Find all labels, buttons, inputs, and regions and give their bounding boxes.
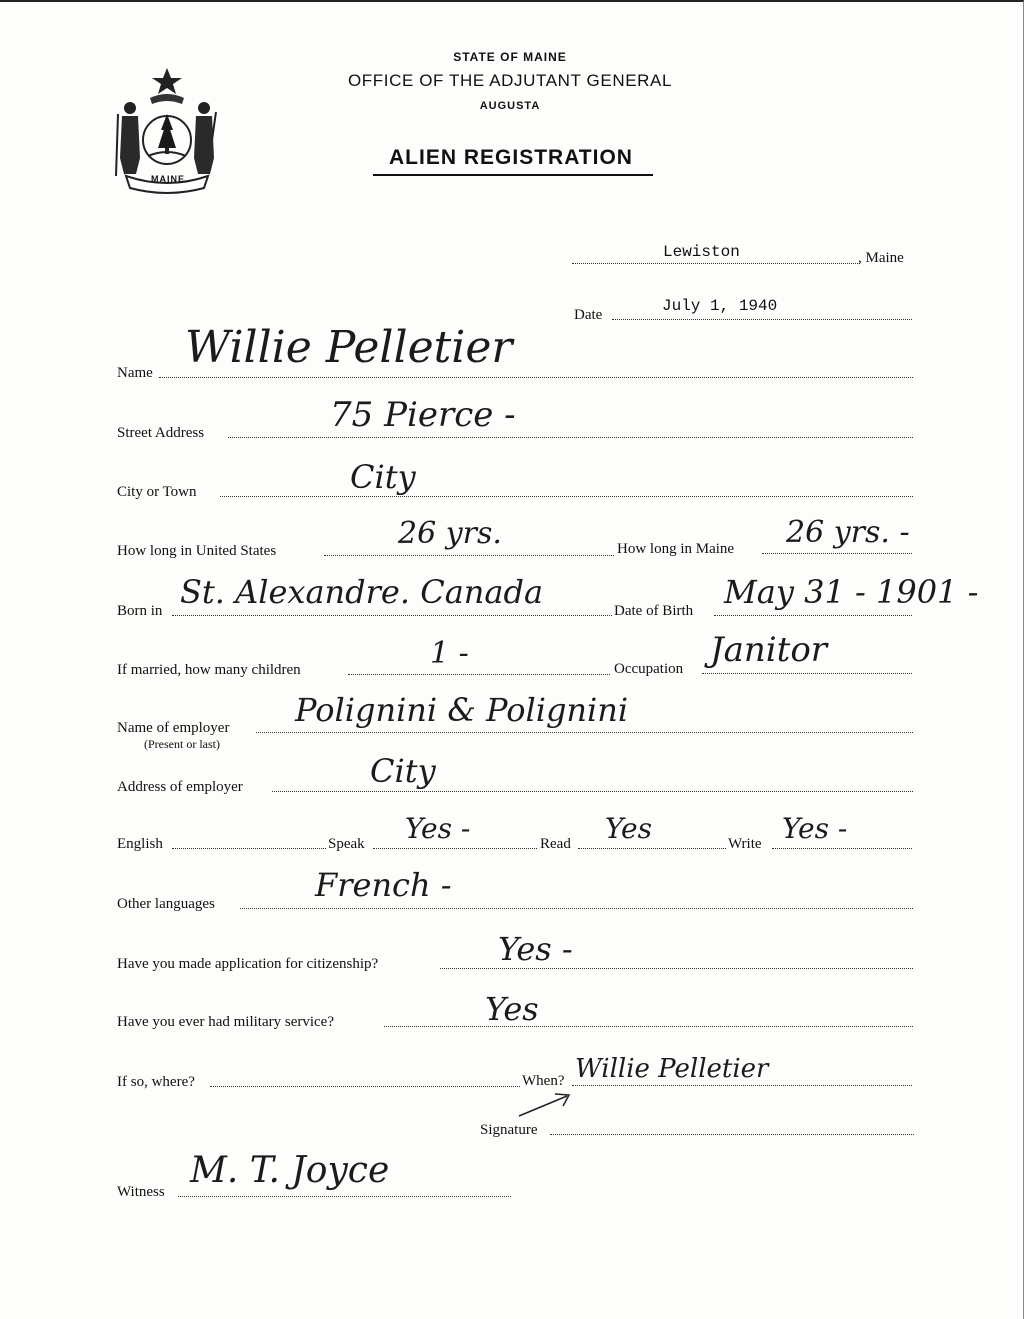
- title-underline: [373, 174, 653, 176]
- read-value: Yes: [605, 812, 652, 845]
- military-label: Have you ever had military service?: [117, 1014, 334, 1030]
- employer-address-label: Address of employer: [117, 779, 243, 795]
- military-value: Yes: [485, 990, 539, 1028]
- dob-label: Date of Birth: [614, 603, 694, 619]
- other-languages-label: Other languages: [117, 896, 215, 912]
- occupation-value: Janitor: [710, 630, 828, 670]
- other-languages-value: French -: [315, 866, 452, 904]
- arrow-icon: [515, 1090, 575, 1120]
- signature-line: [550, 1134, 914, 1135]
- employer-value: Polignini & Polignini: [295, 691, 629, 729]
- write-value: Yes -: [782, 812, 848, 845]
- state-heading: STATE OF MAINE: [453, 50, 567, 64]
- born-in-value: St. Alexandre. Canada: [180, 573, 544, 611]
- born-in-line: [172, 615, 612, 616]
- name-line: [159, 377, 913, 378]
- seal-banner-text: MAINE: [151, 174, 185, 184]
- date-label: Date: [574, 307, 603, 323]
- witness-label: Witness: [117, 1184, 165, 1200]
- page-title: ALIEN REGISTRATION: [389, 146, 633, 169]
- city-heading: AUGUSTA: [479, 100, 541, 112]
- place-line: [572, 263, 860, 264]
- place-suffix: , Maine: [858, 250, 904, 266]
- signature-value: Willie Pelletier: [575, 1054, 769, 1084]
- employer-line: [256, 732, 913, 733]
- signature-label: Signature: [480, 1122, 538, 1138]
- english-line: [172, 848, 326, 849]
- born-in-label: Born in: [117, 603, 163, 619]
- street-label: Street Address: [117, 425, 205, 441]
- english-label: English: [117, 836, 163, 852]
- witness-value: M. T. Joyce: [190, 1150, 390, 1191]
- occupation-label: Occupation: [614, 661, 684, 677]
- city-value: City: [350, 458, 416, 496]
- where-line: [210, 1086, 520, 1087]
- occupation-line: [702, 673, 912, 674]
- us-years-value: 26 yrs.: [398, 516, 502, 551]
- where-label: If so, where?: [117, 1074, 195, 1090]
- witness-line: [178, 1196, 511, 1197]
- read-line: [578, 848, 726, 849]
- employer-label: Name of employer: [117, 720, 230, 736]
- place-value: Lewiston: [663, 243, 740, 261]
- read-label: Read: [540, 836, 571, 852]
- when-line: [572, 1085, 912, 1086]
- employer-sublabel: (Present or last): [144, 737, 220, 751]
- children-label: If married, how many children: [117, 662, 301, 678]
- military-line: [384, 1026, 913, 1027]
- maine-years-value: 26 yrs. -: [786, 515, 910, 550]
- date-line: [612, 319, 912, 320]
- dob-value: May 31 - 1901 -: [724, 573, 979, 611]
- employer-address-line: [272, 791, 913, 792]
- maine-years-line: [762, 553, 912, 554]
- other-languages-line: [240, 908, 913, 909]
- when-label: When?: [522, 1073, 565, 1089]
- write-line: [772, 848, 912, 849]
- street-line: [228, 437, 913, 438]
- maine-years-label: How long in Maine: [617, 541, 735, 557]
- employer-address-value: City: [370, 752, 436, 790]
- name-value: Willie Pelletier: [185, 322, 513, 373]
- children-value: 1 -: [430, 636, 469, 671]
- dob-line: [714, 615, 912, 616]
- city-label: City or Town: [117, 484, 197, 500]
- date-value: July 1, 1940: [662, 297, 778, 315]
- citizenship-label: Have you made application for citizenship?: [117, 956, 379, 972]
- speak-value: Yes -: [405, 812, 471, 845]
- us-years-line: [324, 555, 614, 556]
- us-years-label: How long in United States: [117, 543, 277, 559]
- speak-line: [373, 848, 537, 849]
- write-label: Write: [728, 836, 762, 852]
- citizenship-line: [440, 968, 913, 969]
- citizenship-value: Yes -: [498, 930, 573, 968]
- children-line: [348, 674, 610, 675]
- speak-label: Speak: [328, 836, 365, 852]
- name-label: Name: [117, 365, 153, 381]
- office-heading: OFFICE OF THE ADJUTANT GENERAL: [347, 71, 673, 90]
- city-line: [220, 496, 913, 497]
- street-value: 75 Pierce -: [330, 395, 516, 435]
